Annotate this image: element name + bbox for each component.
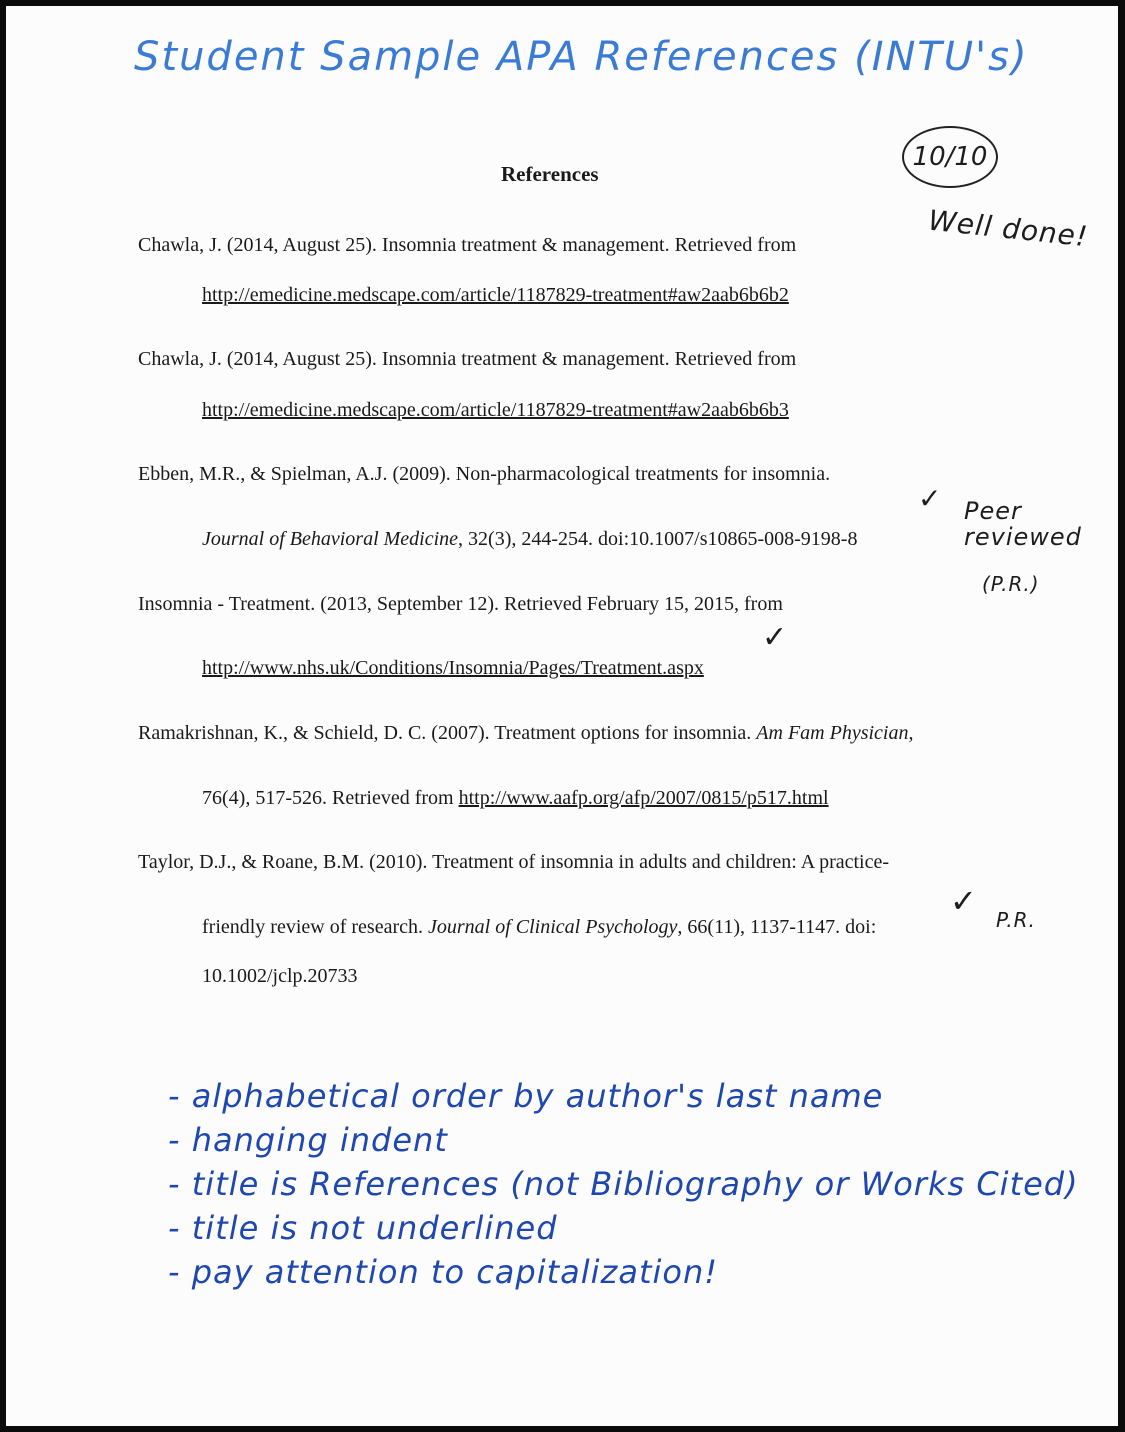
pr-short-note: P.R. bbox=[996, 908, 1036, 932]
reference-6-line2 bbox=[202, 916, 876, 939]
checkmark-icon: ✓ bbox=[762, 620, 789, 655]
reference-6-journal: Journal of Clinical Psychology bbox=[428, 916, 678, 938]
reference-5-line2 bbox=[202, 787, 829, 810]
reference-2-line1: Chawla, J. (2014, August 25). Insomnia treatment & management. Retrieved from bbox=[138, 348, 797, 370]
reference-1-link[interactable]: http://emedicine.medscape.com/article/1187829-treatment#aw2aab6b6b2 bbox=[202, 284, 789, 306]
pr-abbrev-note: (P.R.) bbox=[982, 572, 1040, 596]
reference-6-line1: Taylor, D.J., & Roane, B.M. (2010). Treatment of insomnia in adults and children: A practice- bbox=[138, 851, 890, 873]
reference-5-text: Ramakrishnan, K., & Schield, D. C. (2007). Treatment options for insomnia. bbox=[138, 722, 757, 744]
reference-3-line2 bbox=[202, 528, 857, 551]
reference-2-link[interactable]: http://emedicine.medscape.com/article/1187829-treatment#aw2aab6b6b3 bbox=[202, 399, 789, 421]
reference-1-line1: Chawla, J. (2014, August 25). Insomnia treatment & management. Retrieved from bbox=[138, 234, 797, 256]
note-item: - alphabetical order by author's last name bbox=[168, 1077, 884, 1115]
reference-5-details: 76(4), 517-526. Retrieved from bbox=[202, 787, 459, 809]
reference-6-text: friendly review of research. bbox=[202, 916, 428, 938]
reference-5-link[interactable]: http://www.aafp.org/afp/2007/0815/p517.html bbox=[458, 787, 829, 809]
reference-5-journal: Am Fam Physician bbox=[756, 722, 909, 744]
reference-5-comma: , bbox=[908, 722, 914, 744]
reference-3-journal: Journal of Behavioral Medicine bbox=[202, 528, 459, 550]
reference-4-link[interactable]: http://www.nhs.uk/Conditions/Insomnia/Pages/Treatment.aspx bbox=[202, 657, 704, 679]
score-badge: 10/10 bbox=[902, 126, 998, 188]
reference-3-line1: Ebben, M.R., & Spielman, A.J. (2009). Non-pharmacological treatments for insomnia. bbox=[138, 463, 831, 485]
handwritten-title: Student Sample APA References (INTU's) bbox=[134, 34, 1029, 80]
reference-6-details: , 66(11), 1137-1147. doi: bbox=[677, 916, 877, 938]
reference-4-line1: Insomnia - Treatment. (2013, September 12). Retrieved February 15, 2015, from bbox=[138, 593, 783, 615]
note-item: - hanging indent bbox=[168, 1121, 448, 1159]
note-item: - title is not underlined bbox=[168, 1209, 558, 1247]
note-item: - pay attention to capitalization! bbox=[168, 1253, 719, 1291]
note-item: - title is References (not Bibliography or Works Cited) bbox=[168, 1165, 1079, 1203]
peer-reviewed-note: Peer reviewed bbox=[964, 497, 1082, 551]
document-page bbox=[6, 6, 1118, 1426]
handwritten-comment: Well done! bbox=[926, 203, 1090, 254]
handwritten-notes bbox=[168, 1074, 1079, 1294]
checkmark-icon: ✓ bbox=[950, 882, 978, 920]
reference-5-line1 bbox=[138, 722, 913, 745]
page-title: References bbox=[501, 162, 599, 186]
reference-3-details: , 32(3), 244-254. doi:10.1007/s10865-008-9198-8 bbox=[458, 528, 858, 550]
checkmark-icon: ✓ bbox=[918, 482, 943, 515]
reference-6-line3: 10.1002/jclp.20733 bbox=[202, 965, 358, 987]
